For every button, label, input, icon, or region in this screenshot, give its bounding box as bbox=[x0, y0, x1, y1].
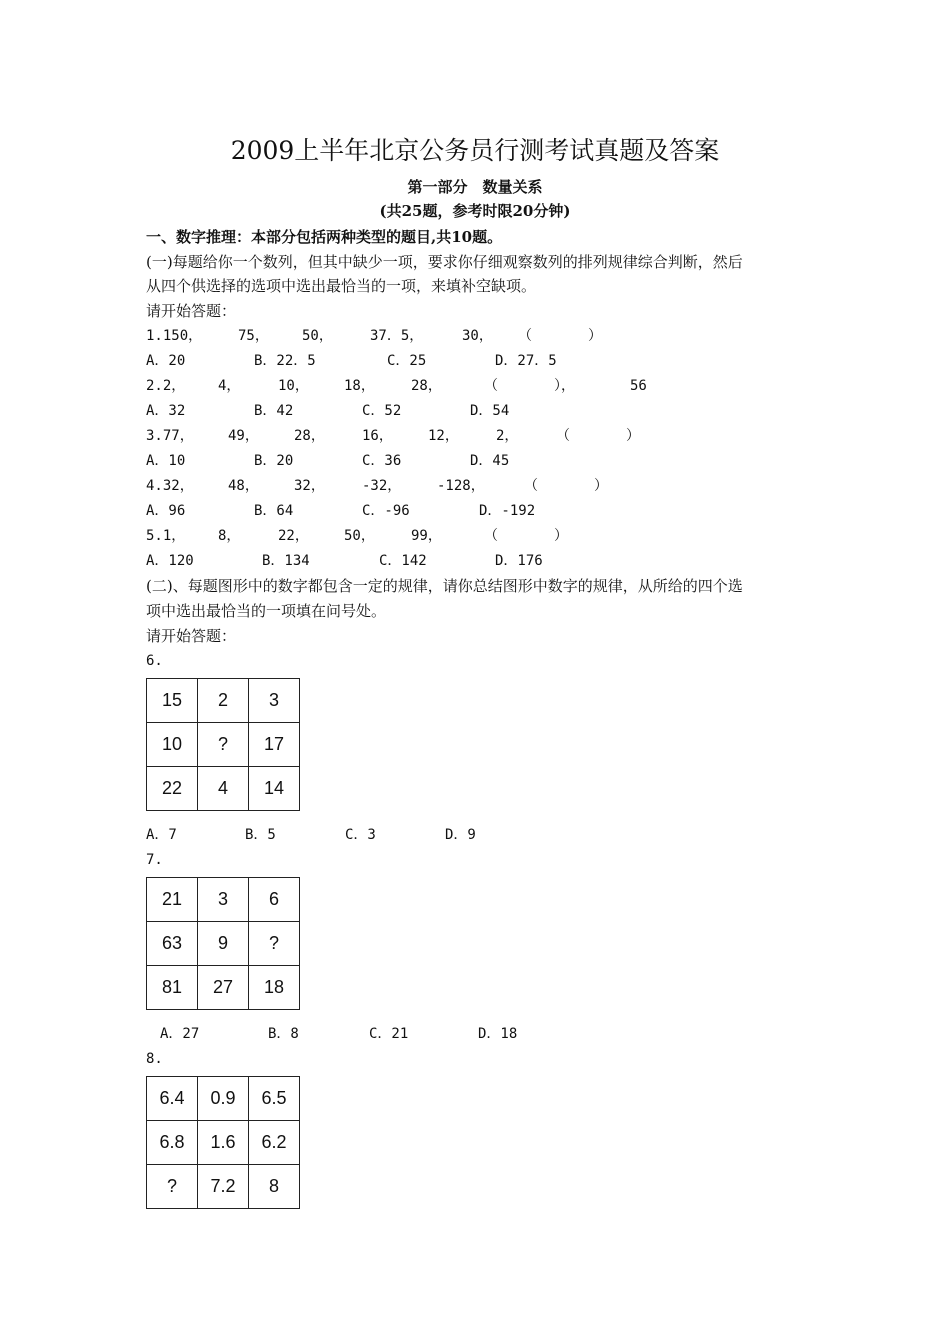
start-prompt: 请开始答题： bbox=[146, 302, 237, 320]
q5-term: 8， bbox=[218, 528, 241, 544]
option-a: A．96 bbox=[146, 503, 186, 519]
q4-blank: （ ） bbox=[524, 478, 608, 494]
q4-term: 48， bbox=[228, 478, 259, 494]
option-c: C．36 bbox=[362, 453, 402, 469]
option-d: D．176 bbox=[495, 553, 543, 569]
q1-term: 50， bbox=[302, 328, 333, 344]
q7-number-grid bbox=[146, 877, 300, 1010]
start-prompt-2: 请开始答题： bbox=[146, 627, 237, 645]
grid-cell: 4 bbox=[198, 767, 249, 811]
option-b: B．5 bbox=[245, 827, 276, 843]
q5-term: 50， bbox=[344, 528, 375, 544]
q4-term: 4.32， bbox=[146, 478, 194, 494]
q8-number-grid bbox=[146, 1076, 300, 1209]
q3-term: 49， bbox=[228, 428, 259, 444]
instructions2-line-2: 项中选出最恰当的一项填在问号处。 bbox=[146, 602, 387, 620]
q5-term: 5.1， bbox=[146, 528, 186, 544]
instructions-line-1: (一)每题给你一个数列，但其中缺少一项，要求你仔细观察数列的排列规律综合判断，然后 bbox=[146, 253, 743, 271]
option-c: C．52 bbox=[362, 403, 402, 419]
q4-term: 32， bbox=[294, 478, 325, 494]
option-b: B．64 bbox=[254, 503, 294, 519]
q3-term: 2， bbox=[496, 428, 519, 444]
q1-term: 75， bbox=[238, 328, 269, 344]
q6-number-grid bbox=[146, 678, 300, 811]
grid-cell: 1.6 bbox=[198, 1121, 249, 1165]
q3-term: 12， bbox=[428, 428, 459, 444]
part-title: 第一部分 数量关系 bbox=[407, 178, 543, 196]
option-d: D．9 bbox=[445, 827, 476, 843]
q6-label: 6. bbox=[146, 653, 163, 669]
q2-blank: （ ）， bbox=[484, 378, 575, 394]
q2-term: 2.2， bbox=[146, 378, 186, 394]
grid-cell: 15 bbox=[147, 679, 198, 723]
grid-cell: 2 bbox=[198, 679, 249, 723]
q1-term: 30， bbox=[462, 328, 493, 344]
option-c: C．21 bbox=[369, 1026, 409, 1042]
option-c: C．-96 bbox=[362, 503, 410, 519]
q1-term: 1.150， bbox=[146, 328, 203, 344]
grid-cell: 9 bbox=[198, 922, 249, 966]
q2-term: 28， bbox=[411, 378, 442, 394]
option-a: A．32 bbox=[146, 403, 186, 419]
q3-term: 3.77， bbox=[146, 428, 194, 444]
q5-term: 22， bbox=[278, 528, 309, 544]
q4-term: -128， bbox=[437, 478, 485, 494]
q2-term: 10， bbox=[278, 378, 309, 394]
grid-cell: 21 bbox=[147, 878, 198, 922]
grid-cell: 14 bbox=[249, 767, 300, 811]
grid-cell: 3 bbox=[198, 878, 249, 922]
option-d: D．54 bbox=[470, 403, 510, 419]
grid-cell: 6.8 bbox=[147, 1121, 198, 1165]
q2-term: 56 bbox=[630, 378, 647, 394]
grid-cell: ? bbox=[198, 723, 249, 767]
option-d: D．-192 bbox=[479, 503, 536, 519]
option-d: D．45 bbox=[470, 453, 510, 469]
grid-cell: 6.4 bbox=[147, 1077, 198, 1121]
q5-term: 99， bbox=[411, 528, 442, 544]
section-heading: 一、数字推理：本部分包括两种类型的题目,共10题。 bbox=[146, 228, 503, 246]
grid-cell: 0.9 bbox=[198, 1077, 249, 1121]
grid-cell: 6.2 bbox=[249, 1121, 300, 1165]
grid-cell: ? bbox=[147, 1165, 198, 1209]
option-a: A．10 bbox=[146, 453, 186, 469]
q3-term: 28， bbox=[294, 428, 325, 444]
q1-term: 37．5， bbox=[370, 328, 424, 344]
grid-cell: 17 bbox=[249, 723, 300, 767]
instructions-line-2: 从四个供选择的选项中选出最恰当的一项，来填补空缺项。 bbox=[146, 277, 537, 295]
grid-cell: 63 bbox=[147, 922, 198, 966]
option-a: A．27 bbox=[160, 1026, 200, 1042]
option-d: D．27．5 bbox=[495, 353, 557, 369]
grid-cell: 6 bbox=[249, 878, 300, 922]
q2-term: 18， bbox=[344, 378, 375, 394]
option-a: A．7 bbox=[146, 827, 177, 843]
q2-term: 4， bbox=[218, 378, 241, 394]
option-b: B．134 bbox=[262, 553, 310, 569]
grid-cell: 18 bbox=[249, 966, 300, 1010]
option-a: A．20 bbox=[146, 353, 186, 369]
part-note: (共25题，参考时限20分钟) bbox=[379, 202, 571, 220]
grid-cell: 27 bbox=[198, 966, 249, 1010]
option-b: B．20 bbox=[254, 453, 294, 469]
option-b: B．8 bbox=[268, 1026, 299, 1042]
option-c: C．25 bbox=[387, 353, 427, 369]
grid-cell: 22 bbox=[147, 767, 198, 811]
q5-blank: （ ） bbox=[484, 528, 568, 544]
q8-label: 8. bbox=[146, 1051, 163, 1067]
option-a: A．120 bbox=[146, 553, 194, 569]
page-title: 2009上半年北京公务员行测考试真题及答案 bbox=[230, 136, 720, 165]
q3-blank: （ ） bbox=[556, 428, 640, 444]
grid-cell: ? bbox=[249, 922, 300, 966]
q3-term: 16， bbox=[362, 428, 393, 444]
instructions2-line-1: (二)、每题图形中的数字都包含一定的规律，请你总结图形中数字的规律，从所给的四个选 bbox=[146, 577, 743, 595]
option-c: C．142 bbox=[379, 553, 427, 569]
option-c: C．3 bbox=[345, 827, 376, 843]
q4-term: -32， bbox=[362, 478, 402, 494]
option-b: B．42 bbox=[254, 403, 294, 419]
q7-label: 7. bbox=[146, 852, 163, 868]
option-d: D．18 bbox=[478, 1026, 518, 1042]
grid-cell: 3 bbox=[249, 679, 300, 723]
q1-blank: （ ） bbox=[518, 328, 602, 344]
grid-cell: 81 bbox=[147, 966, 198, 1010]
grid-cell: 10 bbox=[147, 723, 198, 767]
grid-cell: 6.5 bbox=[249, 1077, 300, 1121]
option-b: B．22．5 bbox=[254, 353, 316, 369]
grid-cell: 7.2 bbox=[198, 1165, 249, 1209]
grid-cell: 8 bbox=[249, 1165, 300, 1209]
